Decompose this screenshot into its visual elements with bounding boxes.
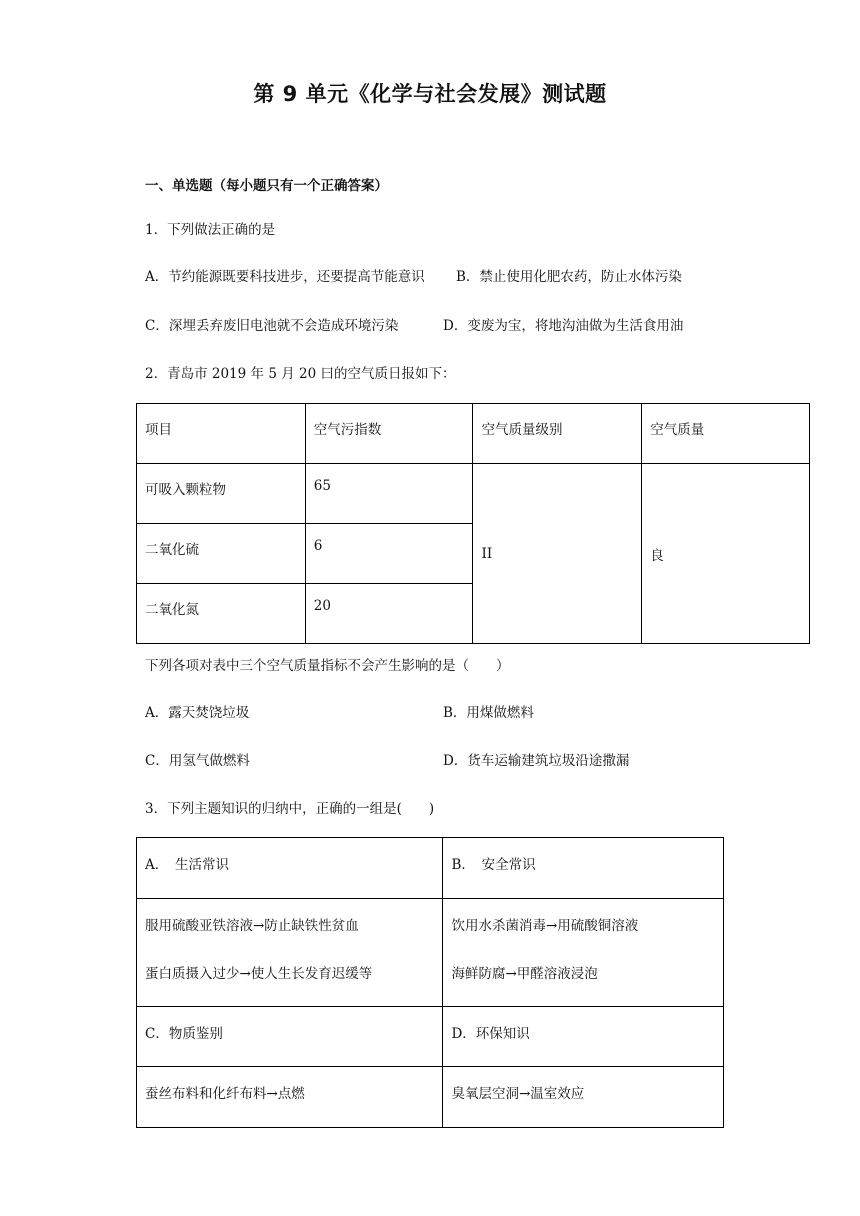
- group-d-content: [443, 1067, 724, 1128]
- header-cell: 空气质量: [642, 404, 810, 464]
- pollutant-index: 20: [305, 584, 473, 644]
- group-a-heading: A． 生活常识: [137, 838, 443, 899]
- group-b-item: 饮用水杀菌消毒→用硫酸铜溶液: [451, 918, 639, 934]
- pollutant-index: 65: [305, 464, 473, 524]
- pollutant-index: 6: [305, 524, 473, 584]
- pollutant-name: 可吸入颗粒物: [137, 464, 306, 524]
- q1-option-c: C．深埋丢弃废旧电池就不会造成环境污染: [145, 318, 399, 334]
- group-a-item: 服用硫酸亚铁溶液→防止缺铁性贫血: [145, 918, 359, 934]
- table-row: [137, 838, 724, 899]
- group-d-item: 臭氧层空洞→温室效应: [451, 1086, 585, 1102]
- table-row: [137, 899, 724, 1007]
- q2-option-a: A．露天焚饶垃圾: [145, 705, 250, 721]
- header-cell: 空气污指数: [305, 404, 473, 464]
- air-quality-level: II: [473, 464, 642, 644]
- q3-stem: 3．下列主题知识的归纳中，正确的一组是( ): [145, 801, 435, 817]
- table-row: [137, 1067, 724, 1128]
- q2-option-c: C．用氢气做燃料: [145, 753, 250, 769]
- group-b-content: [443, 899, 724, 1007]
- group-c-content: [137, 1067, 443, 1128]
- table-row: [137, 1007, 724, 1067]
- q2-option-d: D．货车运输建筑垃圾沿途撒漏: [443, 753, 630, 769]
- q1-option-a: A．节约能源既要科技进步，还要提高节能意识: [145, 269, 425, 285]
- group-a-item: 蛋白质摄入过少→使人生长发育迟缓等: [145, 966, 373, 982]
- q1-option-d: D．变废为宝，将地沟油做为生活食用油: [443, 318, 684, 334]
- q2-prompt: 下列各项对表中三个空气质量指标不会产生影响的是（ ）: [145, 658, 510, 674]
- page-title: 第 9 单元《化学与社会发展》测试题: [253, 82, 607, 106]
- group-a-content: [137, 899, 443, 1007]
- q1-stem: 1．下列做法正确的是: [145, 222, 276, 238]
- group-c-heading: C．物质鉴别: [137, 1007, 443, 1067]
- pollutant-name: 二氧化硫: [137, 524, 306, 584]
- header-cell: 项目: [137, 404, 306, 464]
- pollutant-name: 二氧化氮: [137, 584, 306, 644]
- air-quality-table: [136, 403, 810, 644]
- group-b-heading: B． 安全常识: [443, 838, 724, 899]
- table-row: [137, 464, 810, 524]
- group-c-item: 蚕丝布料和化纤布料→点燃: [145, 1086, 305, 1102]
- table-header-row: [137, 404, 810, 464]
- header-cell: 空气质量级别: [473, 404, 642, 464]
- group-d-heading: D．环保知识: [443, 1007, 724, 1067]
- air-quality-status: 良: [642, 464, 810, 644]
- section-heading: 一、单选题（每小题只有一个正确答案）: [145, 178, 388, 194]
- knowledge-table: [136, 837, 724, 1128]
- group-b-item: 海鲜防腐→甲醛溶液浸泡: [451, 966, 598, 982]
- q2-stem: 2．青岛市 2019 年 5 月 20 曰的空气质日报如下：: [145, 366, 456, 382]
- q1-option-b: B．禁止使用化肥农药，防止水体污染: [456, 269, 682, 285]
- q2-option-b: B．用煤做燃料: [443, 705, 534, 721]
